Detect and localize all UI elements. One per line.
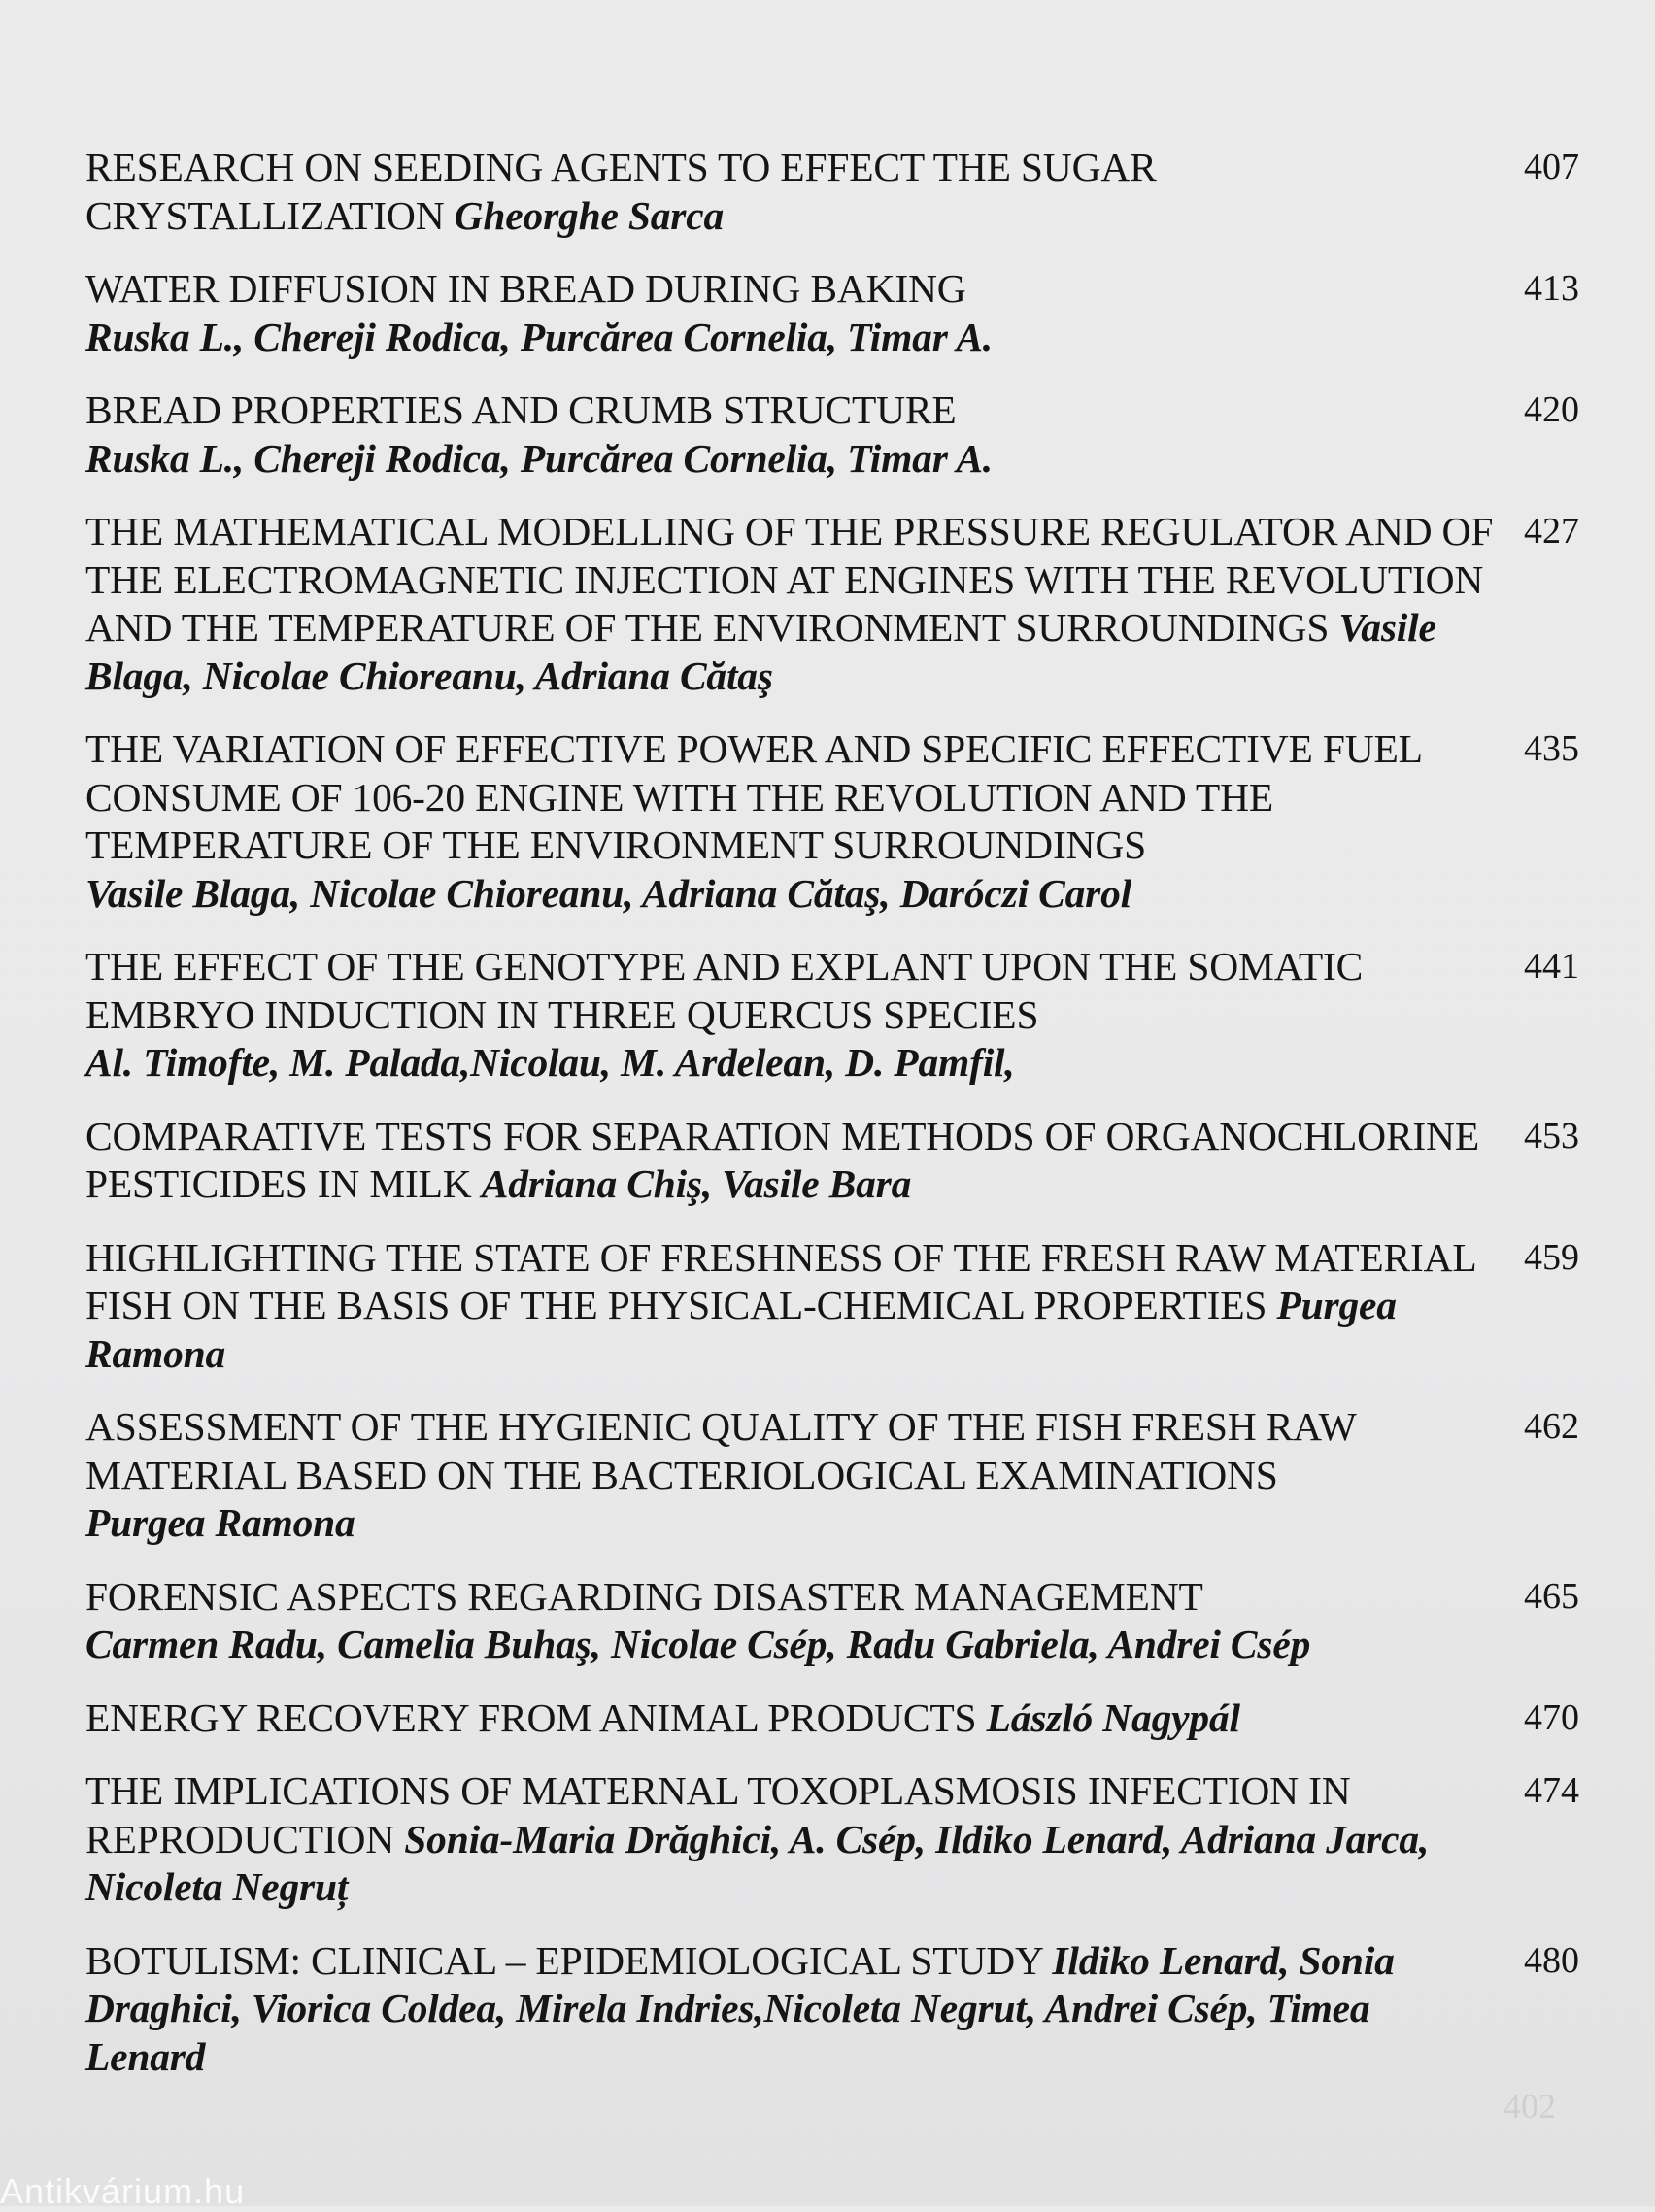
toc-entry [85, 1767, 1579, 1912]
entry-page-number: 465 [1524, 1575, 1579, 1617]
entry-title: ENERGY RECOVERY FROM ANIMAL PRODUCTS [85, 1694, 977, 1740]
entry-authors: Carmen Radu, Camelia Buhaş, Nicolae Csép, Radu Gabriela, Andrei Csép [85, 1622, 1311, 1666]
entry-page-number: 435 [1524, 728, 1579, 769]
entry-title: THE MATHEMATICAL MODELLING OF THE PRESSURE REGULATOR AND OF THE ELECTROMAGNETIC INJECTION AT ENGINES WITH THE REVOLUTION AND THE TEMPERATURE OF THE ENVIRONMENT SURROUNDINGS [85, 509, 1494, 650]
entry-page-number: 453 [1524, 1115, 1579, 1156]
toc-entry [85, 1937, 1579, 2082]
entry-page-number: 413 [1524, 268, 1579, 309]
toc-entry [85, 1234, 1579, 1379]
bleed-through-page-number: 402 [1503, 2087, 1556, 2126]
toc-entry [85, 265, 1579, 361]
toc-entry [85, 725, 1579, 918]
entry-authors: Purgea Ramona [85, 1283, 1397, 1376]
entry-title: ASSESSMENT OF THE HYGIENIC QUALITY OF THE FISH FRESH RAW MATERIAL BASED ON THE BACTERIOLOGICAL EXAMINATIONS [85, 1404, 1356, 1497]
entry-authors: Vasile Blaga, Nicolae Chioreanu, Adriana Cătaş [85, 605, 1436, 698]
entry-page-number: 420 [1524, 389, 1579, 430]
entry-page-number: 441 [1524, 946, 1579, 987]
toc-entry [85, 1113, 1579, 1209]
entry-page-number: 470 [1524, 1696, 1579, 1738]
entry-title: FORENSIC ASPECTS REGARDING DISASTER MANAGEMENT [85, 1573, 1203, 1619]
entry-page-number: 462 [1524, 1406, 1579, 1447]
entry-authors: László Nagypál [986, 1694, 1240, 1740]
entry-title: BREAD PROPERTIES AND CRUMB STRUCTURE [85, 387, 957, 432]
toc-entry [85, 144, 1579, 240]
entry-title: WATER DIFFUSION IN BREAD DURING BAKING [85, 266, 966, 311]
entry-title: RESEARCH ON SEEDING AGENTS TO EFFECT THE SUGAR CRYSTALLIZATION [85, 145, 1157, 238]
entry-title: BOTULISM: CLINICAL – EPIDEMIOLOGICAL STUDY [85, 1937, 1043, 1983]
entry-authors: Gheorghe Sarca [454, 192, 725, 238]
entry-authors: Ruska L., Chereji Rodica, Purcărea Cornelia, Timar A. [85, 435, 993, 481]
toc-entry [85, 508, 1579, 700]
entry-authors: Ildiko Lenard, Sonia Draghici, Viorica Coldea, Mirela Indries,Nicoleta Negrut, Andrei Csép, Timea Lenard [85, 1937, 1395, 2079]
entry-title: COMPARATIVE TESTS FOR SEPARATION METHODS OF ORGANOCHLORINE PESTICIDES IN MILK [85, 1113, 1479, 1206]
toc-entry [85, 1573, 1579, 1669]
entry-authors: Al. Timofte, M. Palada,Nicolau, M. Ardelean, D. Pamfil, [85, 1040, 1015, 1085]
entry-page-number: 459 [1524, 1236, 1579, 1278]
entry-page-number: 407 [1524, 147, 1579, 187]
table-of-contents [85, 144, 1579, 2106]
entry-authors: Adriana Chiş, Vasile Bara [481, 1161, 912, 1206]
toc-entry [85, 1694, 1579, 1743]
entry-title: THE EFFECT OF THE GENOTYPE AND EXPLANT UPON THE SOMATIC EMBRYO INDUCTION IN THREE QUERCUS SPECIES [85, 944, 1364, 1037]
entry-title: THE IMPLICATIONS OF MATERNAL TOXOPLASMOSIS INFECTION IN REPRODUCTION [85, 1768, 1351, 1861]
entry-title: THE VARIATION OF EFFECTIVE POWER AND SPECIFIC EFFECTIVE FUEL CONSUME OF 106-20 ENGINE WITH THE REVOLUTION AND THE TEMPERATURE OF THE ENVIRONMENT SURROUNDINGS [85, 726, 1422, 867]
entry-authors: Sonia-Maria Drăghici, A. Csép, Ildiko Lenard, Adriana Jarca, Nicoleta Negruț [85, 1816, 1430, 1909]
entry-authors: Purgea Ramona [85, 1500, 355, 1545]
toc-entry [85, 386, 1579, 483]
toc-entry [85, 943, 1579, 1088]
entry-title: HIGHLIGHTING THE STATE OF FRESHNESS OF THE FRESH RAW MATERIAL FISH ON THE BASIS OF THE PHYSICAL-CHEMICAL PROPERTIES [85, 1234, 1476, 1327]
entry-authors: Ruska L., Chereji Rodica, Purcărea Cornelia, Timar A. [85, 314, 993, 359]
entry-authors: Vasile Blaga, Nicolae Chioreanu, Adriana Cătaş, Daróczi Carol [85, 870, 1131, 916]
entry-page-number: 480 [1524, 1939, 1579, 1981]
watermark: Antikvárium.hu [0, 2171, 246, 2211]
entry-page-number: 427 [1524, 511, 1579, 552]
entry-page-number: 474 [1524, 1770, 1579, 1811]
toc-entry [85, 1403, 1579, 1548]
